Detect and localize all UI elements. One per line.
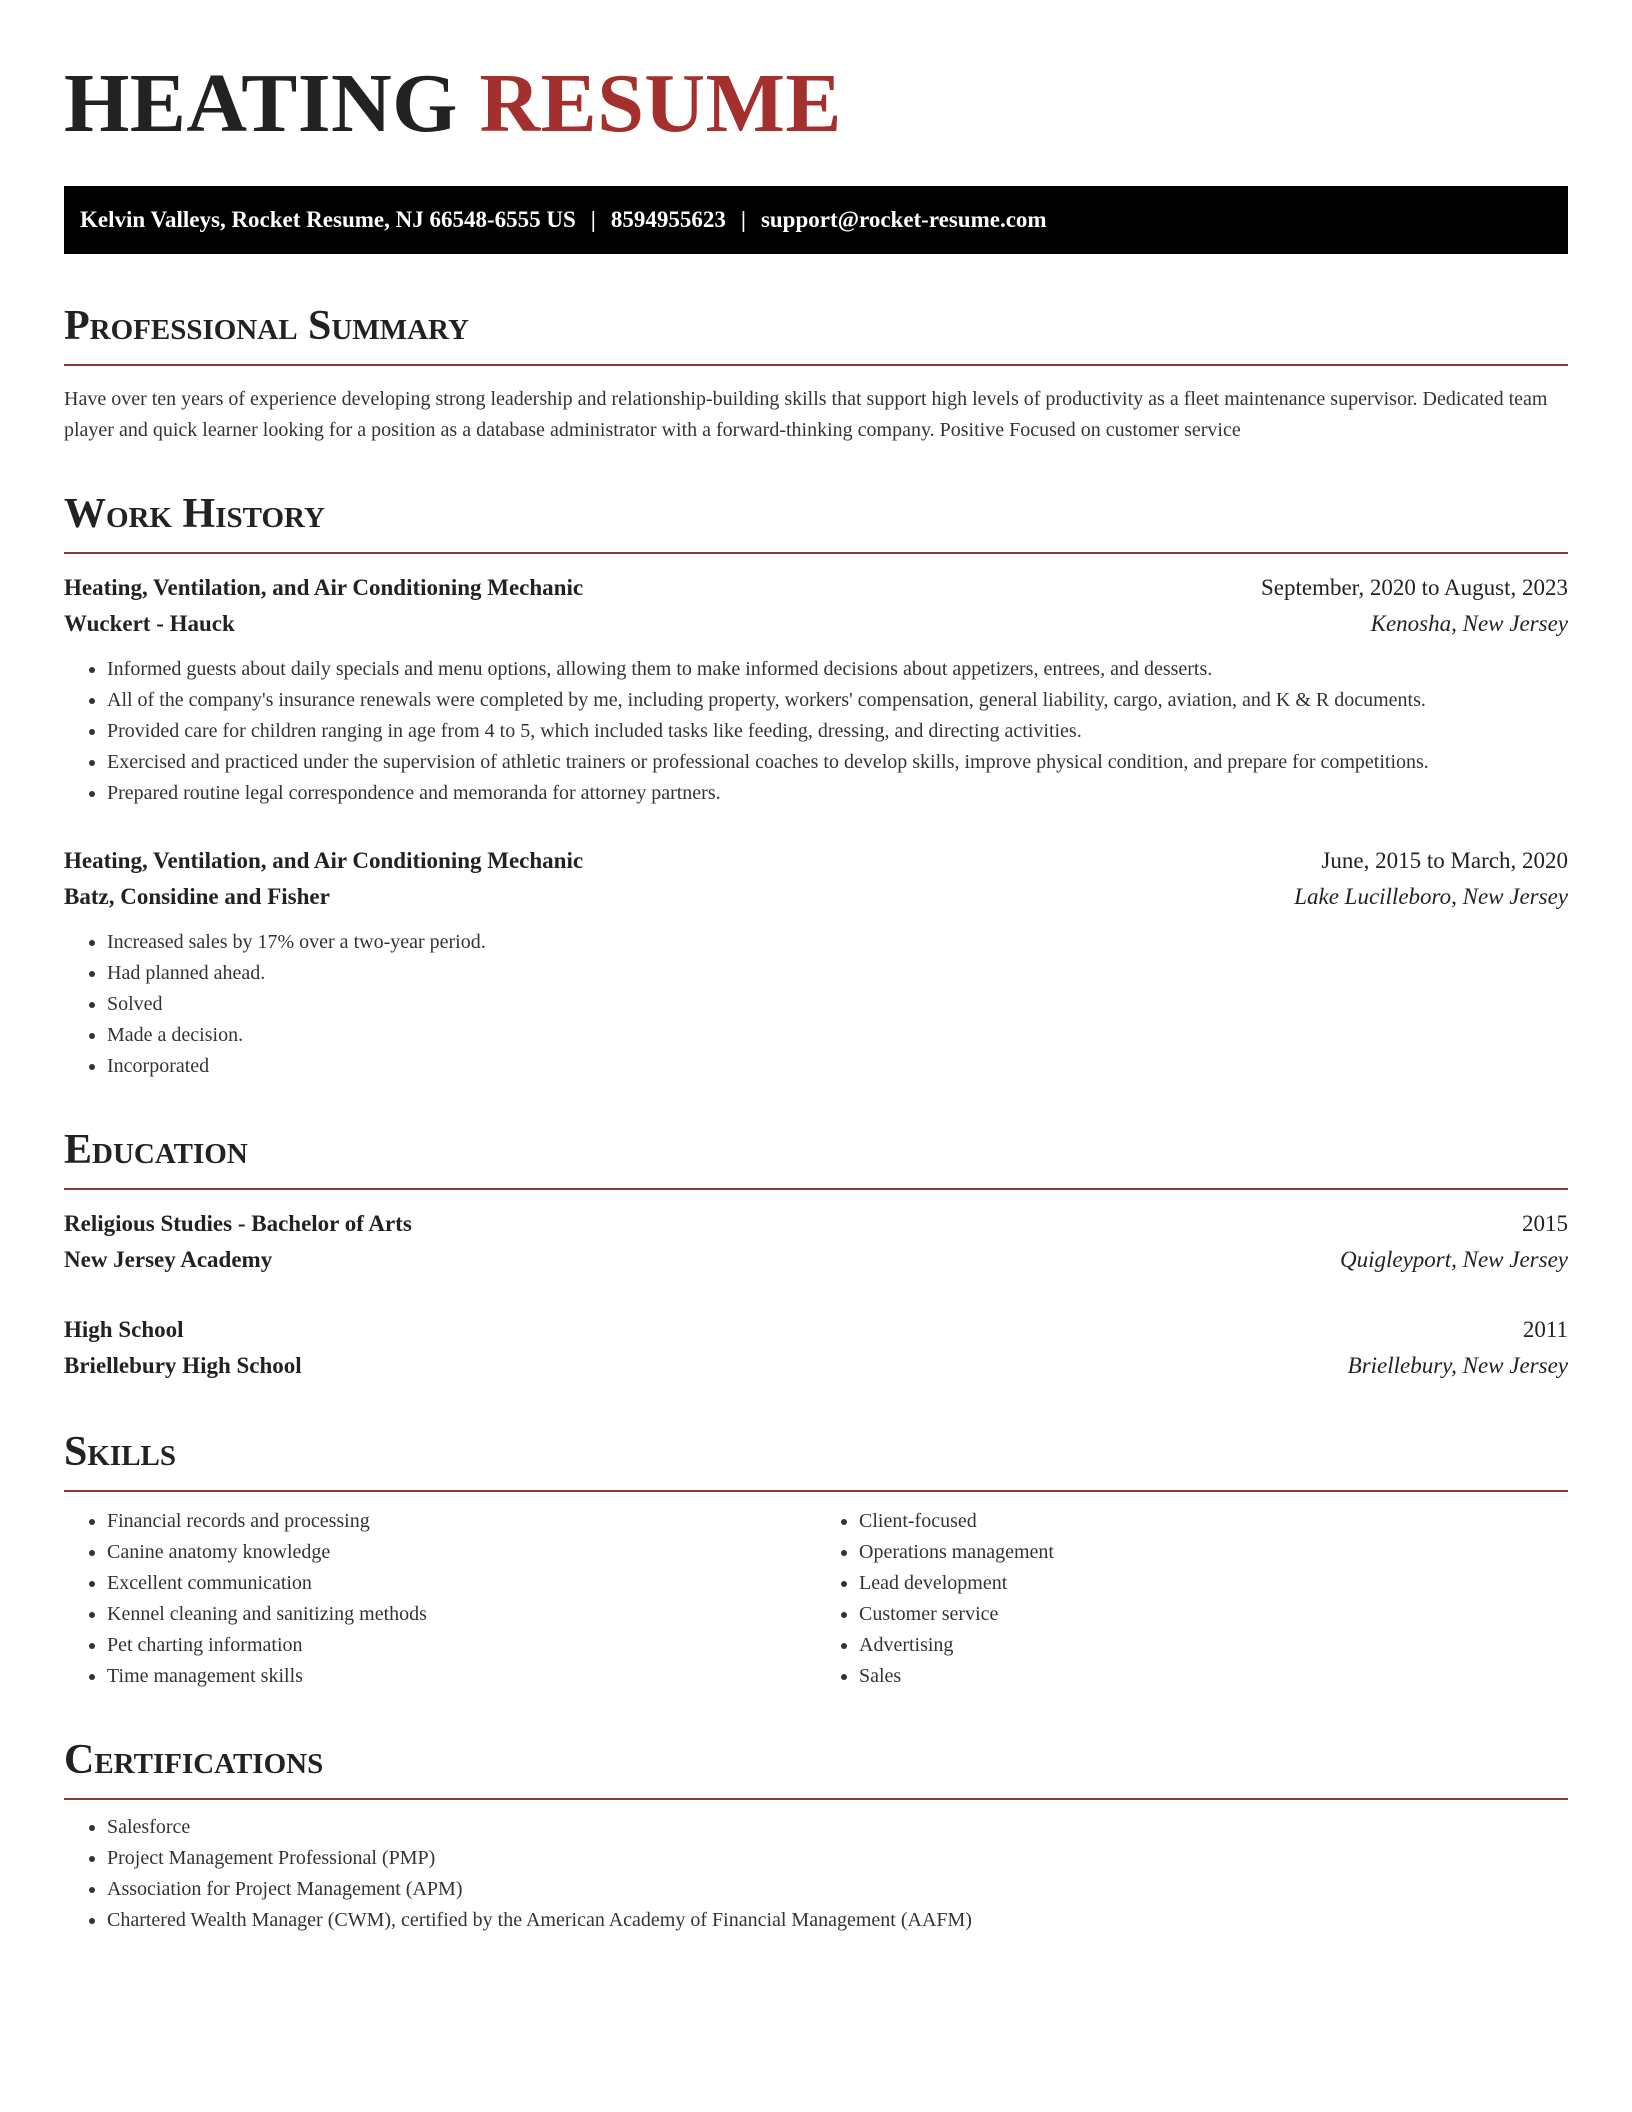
certification-item: • Salesforce xyxy=(107,1812,1568,1843)
job-position: Heating, Ventilation, and Air Conditioning Mechanic xyxy=(64,848,584,873)
job-company: Wuckert - Hauck xyxy=(64,611,235,636)
summary-section xyxy=(64,302,1568,446)
resume-name xyxy=(64,56,1568,152)
skill-item: • Advertising xyxy=(859,1630,1568,1661)
job-company-row xyxy=(64,879,1568,915)
job-entry xyxy=(64,570,1568,809)
skill-item: • Lead development xyxy=(859,1568,1568,1599)
skill-item: • Excellent communication xyxy=(107,1568,816,1599)
job-duty: • Made a decision. xyxy=(107,1020,1568,1051)
education-degree: Religious Studies - Bachelor of Arts xyxy=(64,1211,412,1236)
contact-bar xyxy=(64,186,1568,254)
education-entry xyxy=(64,1312,1568,1384)
certification-item: • Chartered Wealth Manager (CWM), certified by the American Academy of Financial Management (AAFM) xyxy=(107,1905,1568,1936)
job-location: Kenosha, New Jersey xyxy=(1370,611,1568,636)
contact-email: support@rocket-resume.com xyxy=(760,207,1047,232)
skills-title: Skills xyxy=(64,1428,1568,1492)
contact-phone: 8594955623 xyxy=(610,207,726,232)
job-header-row xyxy=(64,570,1568,606)
job-duty: • Incorporated xyxy=(107,1051,1568,1082)
job-duties xyxy=(64,927,1568,1082)
skills-list-right xyxy=(816,1506,1568,1692)
education-section xyxy=(64,1126,1568,1384)
skills-section xyxy=(64,1428,1568,1692)
name-last: RESUME xyxy=(479,57,842,150)
job-position: Heating, Ventilation, and Air Conditioning Mechanic xyxy=(64,575,584,600)
education-degree-row xyxy=(64,1206,1568,1242)
job-dates: September, 2020 to August, 2023 xyxy=(1260,575,1568,600)
skill-item: • Client-focused xyxy=(859,1506,1568,1537)
skill-item: • Financial records and processing xyxy=(107,1506,816,1537)
contact-separator: | xyxy=(740,207,746,232)
work-history-title: Work History xyxy=(64,490,1568,554)
contact-address: Kelvin Valleys, Rocket Resume, NJ 66548-6555 US xyxy=(80,207,576,232)
job-company-row xyxy=(64,606,1568,642)
education-location: Briellebury, New Jersey xyxy=(1347,1353,1568,1378)
certification-item: • Project Management Professional (PMP) xyxy=(107,1843,1568,1874)
education-school: New Jersey Academy xyxy=(64,1247,273,1272)
skill-item: • Customer service xyxy=(859,1599,1568,1630)
certifications-title: Certifications xyxy=(64,1736,1568,1800)
education-entry xyxy=(64,1206,1568,1278)
job-company: Batz, Considine and Fisher xyxy=(64,884,330,909)
education-year: 2015 xyxy=(1522,1211,1568,1236)
job-duty: • Provided care for children ranging in age from 4 to 5, which included tasks like feeding, dressing, and directing activities. xyxy=(107,716,1568,747)
job-header-row xyxy=(64,843,1568,879)
job-duty: • Solved xyxy=(107,989,1568,1020)
education-school-row xyxy=(64,1348,1568,1384)
education-school: Briellebury High School xyxy=(64,1353,302,1378)
education-degree: High School xyxy=(64,1317,184,1342)
job-duty: • Prepared routine legal correspondence and memoranda for attorney partners. xyxy=(107,778,1568,809)
work-history-section xyxy=(64,490,1568,1082)
certifications-list xyxy=(64,1812,1568,1936)
summary-title: Professional Summary xyxy=(64,302,1568,366)
skill-item: • Sales xyxy=(859,1661,1568,1692)
job-duties xyxy=(64,654,1568,809)
job-duty: • Informed guests about daily specials and menu options, allowing them to make informed decisions about appetizers, entrees, and desserts. xyxy=(107,654,1568,685)
certification-item: • Association for Project Management (APM) xyxy=(107,1874,1568,1905)
job-dates: June, 2015 to March, 2020 xyxy=(1321,848,1568,873)
contact-separator: | xyxy=(590,207,596,232)
education-location: Quigleyport, New Jersey xyxy=(1339,1247,1568,1272)
skill-item: • Kennel cleaning and sanitizing methods xyxy=(107,1599,816,1630)
education-degree-row xyxy=(64,1312,1568,1348)
skill-item: • Canine anatomy knowledge xyxy=(107,1537,816,1568)
job-duty: • Had planned ahead. xyxy=(107,958,1568,989)
job-duty: • All of the company's insurance renewals were completed by me, including property, workers' compensation, general liability, cargo, aviation, and K & R documents. xyxy=(107,685,1568,716)
job-entry xyxy=(64,843,1568,1082)
job-duty: • Increased sales by 17% over a two-year period. xyxy=(107,927,1568,958)
education-year: 2011 xyxy=(1522,1317,1568,1342)
education-school-row xyxy=(64,1242,1568,1278)
certifications-section xyxy=(64,1736,1568,1936)
skills-list-left xyxy=(64,1506,816,1692)
skill-item: • Time management skills xyxy=(107,1661,816,1692)
skill-item: • Pet charting information xyxy=(107,1630,816,1661)
skill-item: • Operations management xyxy=(859,1537,1568,1568)
skills-columns xyxy=(64,1506,1568,1692)
education-title: Education xyxy=(64,1126,1568,1190)
name-first: HEATING xyxy=(64,57,459,150)
job-duty: • Exercised and practiced under the supervision of athletic trainers or professional coaches to develop skills, improve physical condition, and prepare for competitions. xyxy=(107,747,1568,778)
job-location: Lake Lucilleboro, New Jersey xyxy=(1294,884,1568,909)
summary-text: Have over ten years of experience developing strong leadership and relationship-building skills that support high levels of productivity as a fleet maintenance supervisor. Dedicated team player and quick learner looking for a position as a database administrator with a forward-thinking company. Positive Focused on customer service xyxy=(64,388,1548,441)
